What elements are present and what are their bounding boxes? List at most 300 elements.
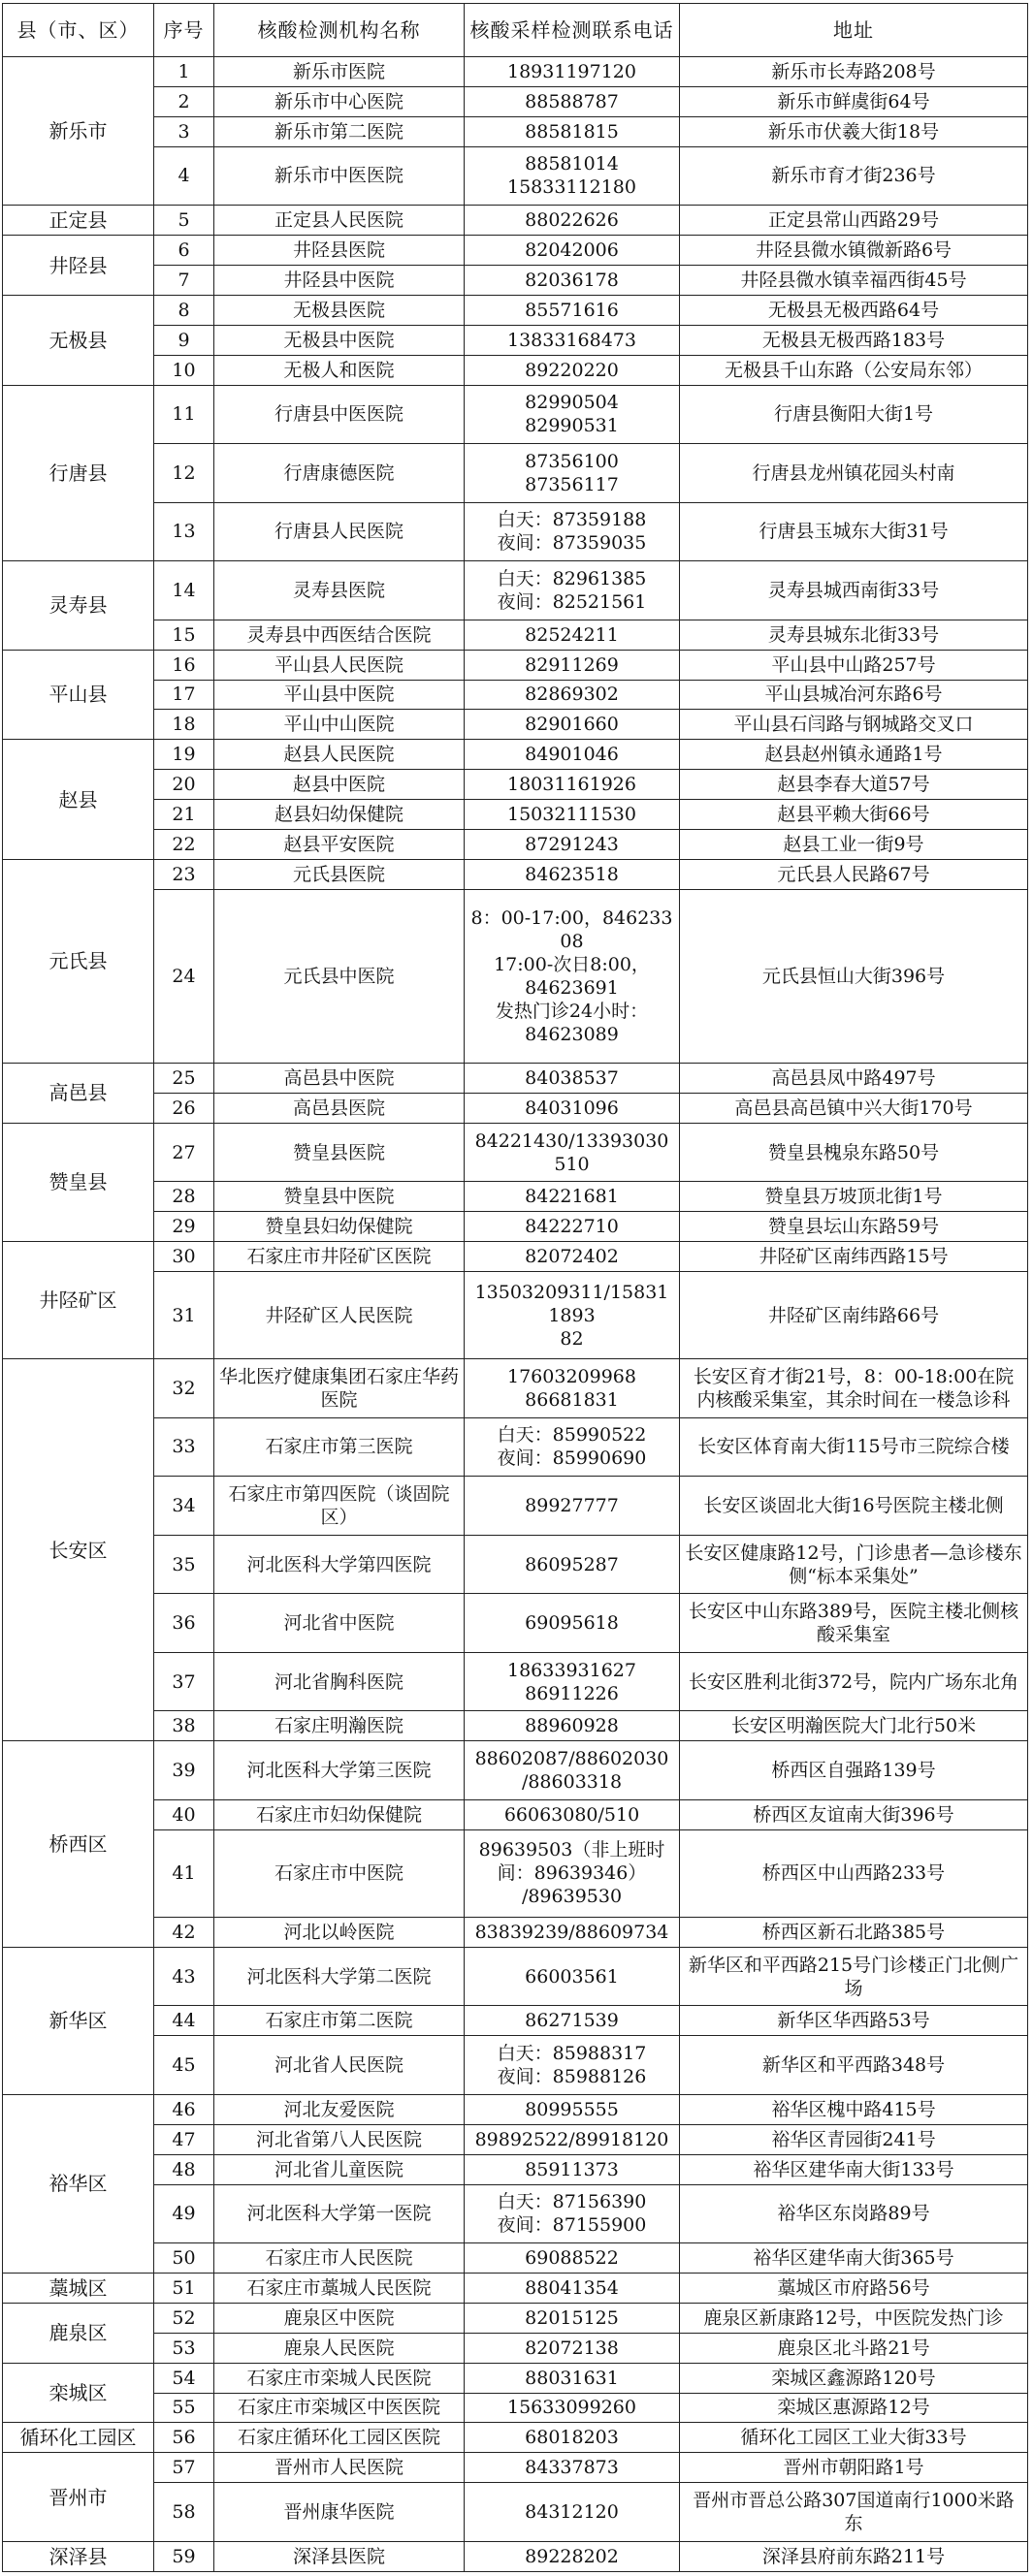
table-row: [3, 1917, 1028, 1947]
phone-cell: 89228202: [465, 2541, 680, 2571]
table-row: [3, 2453, 1028, 2483]
table-row: [3, 1271, 1028, 1358]
institution-cell: 新乐市第二医院: [214, 116, 465, 146]
table-row: [3, 1594, 1028, 1653]
address-cell: 长安区育才街21号，8：00-18:00在院内核酸采集室，其余时间在一楼急诊科: [680, 1359, 1028, 1418]
county-cell: 深泽县: [3, 2541, 154, 2571]
institution-cell: 赞皇县妇幼保健院: [214, 1212, 465, 1242]
institution-cell: 行唐县中医医院: [214, 385, 465, 444]
table-row: [3, 266, 1028, 296]
address-cell: 平山县城冶河东路6号: [680, 680, 1028, 710]
number-cell: 17: [154, 680, 214, 710]
institution-cell: 平山县中医院: [214, 680, 465, 710]
table-row: [3, 2094, 1028, 2124]
address-cell: 平山县石闫路与钢城路交叉口: [680, 710, 1028, 740]
number-cell: 41: [154, 1829, 214, 1917]
table-row: [3, 206, 1028, 236]
table-row: [3, 2541, 1028, 2571]
number-cell: 1: [154, 57, 214, 87]
number-cell: 2: [154, 86, 214, 116]
number-cell: 53: [154, 2333, 214, 2363]
table-row: [3, 385, 1028, 444]
institution-cell: 井陉县中医院: [214, 266, 465, 296]
address-cell: 桥西区中山西路233号: [680, 1829, 1028, 1917]
number-cell: 18: [154, 710, 214, 740]
address-cell: 赞皇县万坡顶北街1号: [680, 1182, 1028, 1212]
institution-cell: 行唐康德医院: [214, 444, 465, 503]
institution-cell: 晋州康华医院: [214, 2483, 465, 2542]
phone-cell: 18633931627 86911226: [465, 1652, 680, 1711]
county-cell: 循环化工园区: [3, 2423, 154, 2453]
address-cell: 晋州市朝阳路1号: [680, 2453, 1028, 2483]
institution-cell: 元氏县医院: [214, 859, 465, 889]
phone-cell: 80995555: [465, 2094, 680, 2124]
table-row: [3, 2184, 1028, 2243]
phone-cell: 68018203: [465, 2423, 680, 2453]
number-cell: 25: [154, 1063, 214, 1093]
table-row: [3, 859, 1028, 889]
table-row: [3, 146, 1028, 206]
number-cell: 55: [154, 2393, 214, 2423]
table-row: [3, 1711, 1028, 1741]
phone-cell: 82990504 82990531: [465, 385, 680, 444]
number-cell: 48: [154, 2154, 214, 2184]
number-cell: 40: [154, 1799, 214, 1829]
table-row: [3, 2333, 1028, 2363]
table-row: [3, 1359, 1028, 1418]
county-cell: 栾城区: [3, 2363, 154, 2423]
institution-cell: 河北医科大学第四医院: [214, 1535, 465, 1594]
address-cell: 行唐县龙州镇花园头村南: [680, 444, 1028, 503]
address-cell: 新乐市育才街236号: [680, 146, 1028, 206]
county-cell: 桥西区: [3, 1741, 154, 1948]
institution-cell: 石家庄市栾城区中医医院: [214, 2393, 465, 2423]
number-cell: 52: [154, 2303, 214, 2333]
phone-cell: 89927777: [465, 1477, 680, 1536]
phone-cell: 18931197120: [465, 57, 680, 87]
table-row: [3, 1799, 1028, 1829]
number-cell: 32: [154, 1359, 214, 1418]
address-cell: 晋州市晋总公路307国道南行1000米路东: [680, 2483, 1028, 2542]
institution-cell: 赞皇县医院: [214, 1123, 465, 1182]
address-cell: 赵县李春大道57号: [680, 770, 1028, 800]
phone-cell: 82015125: [465, 2303, 680, 2333]
number-cell: 56: [154, 2423, 214, 2453]
institution-cell: 鹿泉人民医院: [214, 2333, 465, 2363]
number-cell: 30: [154, 1242, 214, 1272]
address-cell: 鹿泉区北斗路21号: [680, 2333, 1028, 2363]
address-cell: 赞皇县槐泉东路50号: [680, 1123, 1028, 1182]
phone-cell: 84901046: [465, 740, 680, 770]
institution-cell: 河北以岭医院: [214, 1917, 465, 1947]
table-row: [3, 889, 1028, 1063]
number-cell: 28: [154, 1182, 214, 1212]
number-cell: 12: [154, 444, 214, 503]
institution-cell: 石家庄明瀚医院: [214, 1711, 465, 1741]
institution-cell: 赵县人民医院: [214, 740, 465, 770]
table-row: [3, 829, 1028, 859]
table-row: [3, 2423, 1028, 2453]
institution-cell: 灵寿县中西医结合医院: [214, 620, 465, 650]
table-row: [3, 236, 1028, 266]
county-cell: 高邑县: [3, 1063, 154, 1123]
phone-cell: 84312120: [465, 2483, 680, 2542]
number-cell: 49: [154, 2184, 214, 2243]
county-cell: 赞皇县: [3, 1123, 154, 1241]
phone-cell: 82036178: [465, 266, 680, 296]
institution-cell: 无极县中医院: [214, 325, 465, 355]
address-cell: 藁城区市府路56号: [680, 2273, 1028, 2303]
address-cell: 裕华区青园街241号: [680, 2124, 1028, 2154]
number-cell: 58: [154, 2483, 214, 2542]
address-cell: 新华区和平西路348号: [680, 2036, 1028, 2095]
phone-cell: 88588787: [465, 86, 680, 116]
number-cell: 35: [154, 1535, 214, 1594]
address-cell: 裕华区东岗路89号: [680, 2184, 1028, 2243]
number-cell: 31: [154, 1271, 214, 1358]
phone-cell: 88960928: [465, 1711, 680, 1741]
institution-cell: 高邑县中医院: [214, 1063, 465, 1093]
table-row: [3, 1535, 1028, 1594]
address-cell: 井陉县微水镇微新路6号: [680, 236, 1028, 266]
address-cell: 井陉县微水镇幸福西街45号: [680, 266, 1028, 296]
number-cell: 59: [154, 2541, 214, 2571]
county-cell: 行唐县: [3, 385, 154, 561]
address-cell: 循环化工园区工业大街33号: [680, 2423, 1028, 2453]
address-cell: 灵寿县城西南街33号: [680, 561, 1028, 620]
institution-cell: 井陉县医院: [214, 236, 465, 266]
table-row: [3, 1417, 1028, 1477]
table-row: [3, 2393, 1028, 2423]
phone-cell: 89892522/89918120: [465, 2124, 680, 2154]
address-cell: 元氏县人民路67号: [680, 859, 1028, 889]
number-cell: 7: [154, 266, 214, 296]
address-cell: 栾城区惠源路12号: [680, 2393, 1028, 2423]
address-cell: 裕华区槐中路415号: [680, 2094, 1028, 2124]
address-cell: 裕华区建华南大街133号: [680, 2154, 1028, 2184]
number-cell: 15: [154, 620, 214, 650]
address-cell: 长安区中山东路389号，医院主楼北侧核酸采集室: [680, 1594, 1028, 1653]
county-cell: 元氏县: [3, 859, 154, 1063]
address-cell: 长安区健康路12号，门诊患者—急诊楼东侧“标本采集处”: [680, 1535, 1028, 1594]
phone-cell: 82072138: [465, 2333, 680, 2363]
phone-cell: 白天：85988317 夜间：85988126: [465, 2036, 680, 2095]
phone-cell: 87356100 87356117: [465, 444, 680, 503]
table-row: [3, 561, 1028, 620]
table-row: [3, 1123, 1028, 1182]
number-cell: 47: [154, 2124, 214, 2154]
address-cell: 井陉矿区南纬西路15号: [680, 1242, 1028, 1272]
institution-cell: 河北医科大学第三医院: [214, 1741, 465, 1800]
institution-cell: 石家庄市人民医院: [214, 2243, 465, 2274]
address-cell: 赞皇县坛山东路59号: [680, 1212, 1028, 1242]
number-cell: 57: [154, 2453, 214, 2483]
address-cell: 长安区体育南大街115号市三院综合楼: [680, 1417, 1028, 1477]
phone-cell: 82524211: [465, 620, 680, 650]
table-row: [3, 2273, 1028, 2303]
county-cell: 灵寿县: [3, 561, 154, 650]
institution-cell: 新乐市中医医院: [214, 146, 465, 206]
phone-cell: 84222710: [465, 1212, 680, 1242]
phone-cell: 85911373: [465, 2154, 680, 2184]
address-cell: 新华区华西路53号: [680, 2006, 1028, 2036]
phone-cell: 15633099260: [465, 2393, 680, 2423]
number-cell: 33: [154, 1417, 214, 1477]
table-row: [3, 800, 1028, 830]
phone-cell: 82901660: [465, 710, 680, 740]
table-row: [3, 2154, 1028, 2184]
institution-cell: 深泽县医院: [214, 2541, 465, 2571]
address-cell: 鹿泉区新康路12号，中医院发热门诊: [680, 2303, 1028, 2333]
phone-cell: 69095618: [465, 1594, 680, 1653]
address-cell: 新华区和平西路215号门诊楼正门北侧广场: [680, 1947, 1028, 2006]
table-row: [3, 2303, 1028, 2333]
number-cell: 54: [154, 2363, 214, 2393]
number-cell: 20: [154, 770, 214, 800]
county-cell: 藁城区: [3, 2273, 154, 2303]
table-row: [3, 1212, 1028, 1242]
institution-cell: 石家庄市妇幼保健院: [214, 1799, 465, 1829]
number-cell: 16: [154, 650, 214, 680]
institution-cell: 鹿泉区中医院: [214, 2303, 465, 2333]
number-cell: 46: [154, 2094, 214, 2124]
table-row: [3, 86, 1028, 116]
institution-cell: 河北医科大学第二医院: [214, 1947, 465, 2006]
table-row: [3, 2483, 1028, 2542]
number-cell: 24: [154, 889, 214, 1063]
table-row: [3, 2006, 1028, 2036]
address-cell: 无极县无极西路183号: [680, 325, 1028, 355]
institution-cell: 平山中山医院: [214, 710, 465, 740]
county-cell: 新华区: [3, 1947, 154, 2094]
number-cell: 5: [154, 206, 214, 236]
institution-cell: 晋州市人民医院: [214, 2453, 465, 2483]
phone-cell: 88581014 15833112180: [465, 146, 680, 206]
table-row: [3, 1093, 1028, 1123]
phone-cell: 82042006: [465, 236, 680, 266]
table-row: [3, 2036, 1028, 2095]
address-cell: 深泽县府前东路211号: [680, 2541, 1028, 2571]
phone-cell: 82072402: [465, 1242, 680, 1272]
phone-cell: 白天：82961385 夜间：82521561: [465, 561, 680, 620]
number-cell: 26: [154, 1093, 214, 1123]
table-row: [3, 620, 1028, 650]
number-cell: 37: [154, 1652, 214, 1711]
phone-cell: 84038537: [465, 1063, 680, 1093]
table-row: [3, 1741, 1028, 1800]
institution-cell: 华北医疗健康集团石家庄华药医院: [214, 1359, 465, 1418]
number-cell: 44: [154, 2006, 214, 2036]
number-cell: 6: [154, 236, 214, 266]
county-cell: 正定县: [3, 206, 154, 236]
phone-cell: 白天：85990522 夜间：85990690: [465, 1417, 680, 1477]
phone-cell: 87291243: [465, 829, 680, 859]
address-cell: 平山县中山路257号: [680, 650, 1028, 680]
address-cell: 井陉矿区南纬路66号: [680, 1271, 1028, 1358]
table-row: [3, 502, 1028, 561]
number-cell: 39: [154, 1741, 214, 1800]
address-cell: 高邑县凤中路497号: [680, 1063, 1028, 1093]
address-cell: 长安区胜利北街372号，院内广场东北角: [680, 1652, 1028, 1711]
number-cell: 8: [154, 295, 214, 325]
institution-cell: 无极县医院: [214, 295, 465, 325]
table-row: [3, 355, 1028, 385]
number-cell: 29: [154, 1212, 214, 1242]
institution-cell: 赵县平安医院: [214, 829, 465, 859]
number-cell: 13: [154, 502, 214, 561]
number-cell: 11: [154, 385, 214, 444]
county-cell: 无极县: [3, 295, 154, 385]
institution-cell: 石家庄市第四医院（谈固院区）: [214, 1477, 465, 1536]
address-cell: 无极县无极西路64号: [680, 295, 1028, 325]
address-cell: 灵寿县城东北街33号: [680, 620, 1028, 650]
address-cell: 行唐县玉城东大街31号: [680, 502, 1028, 561]
phone-cell: 88022626: [465, 206, 680, 236]
phone-cell: 88041354: [465, 2273, 680, 2303]
nucleic-acid-testing-table: [2, 3, 1028, 2572]
table-row: [3, 1829, 1028, 1917]
address-cell: 新乐市伏羲大街18号: [680, 116, 1028, 146]
address-cell: 赵县平赖大街66号: [680, 800, 1028, 830]
header-phone: 核酸采样检测联系电话: [465, 4, 680, 57]
table-row: [3, 1652, 1028, 1711]
institution-cell: 石家庄循环化工园区医院: [214, 2423, 465, 2453]
number-cell: 14: [154, 561, 214, 620]
table-row: [3, 2243, 1028, 2274]
number-cell: 43: [154, 1947, 214, 2006]
phone-cell: 89220220: [465, 355, 680, 385]
phone-cell: 84623518: [465, 859, 680, 889]
county-cell: 鹿泉区: [3, 2303, 154, 2363]
number-cell: 51: [154, 2273, 214, 2303]
table-row: [3, 650, 1028, 680]
phone-cell: 17603209968 86681831: [465, 1359, 680, 1418]
address-cell: 赵县赵州镇永通路1号: [680, 740, 1028, 770]
address-cell: 桥西区自强路139号: [680, 1741, 1028, 1800]
address-cell: 正定县常山西路29号: [680, 206, 1028, 236]
address-cell: 赵县工业一街9号: [680, 829, 1028, 859]
phone-cell: 13503209311/158311893 82: [465, 1271, 680, 1358]
table-row: [3, 680, 1028, 710]
table-row: [3, 444, 1028, 503]
institution-cell: 元氏县中医院: [214, 889, 465, 1063]
phone-cell: 85571616: [465, 295, 680, 325]
header-row: [3, 4, 1028, 57]
phone-cell: 88602087/88602030 /88603318: [465, 1741, 680, 1800]
address-cell: 高邑县高邑镇中兴大街170号: [680, 1093, 1028, 1123]
phone-cell: 84031096: [465, 1093, 680, 1123]
phone-cell: 15032111530: [465, 800, 680, 830]
phone-cell: 8：00-17:00，84623308 17:00-次日8:00， 84623691 发热门诊24小时： 84623089: [465, 889, 680, 1063]
number-cell: 10: [154, 355, 214, 385]
county-cell: 新乐市: [3, 57, 154, 206]
number-cell: 3: [154, 116, 214, 146]
county-cell: 裕华区: [3, 2094, 154, 2273]
table-row: [3, 2363, 1028, 2393]
number-cell: 38: [154, 1711, 214, 1741]
header-address: 地址: [680, 4, 1028, 57]
phone-cell: 66003561: [465, 1947, 680, 2006]
phone-cell: 66063080/510: [465, 1799, 680, 1829]
institution-cell: 河北省胸科医院: [214, 1652, 465, 1711]
number-cell: 19: [154, 740, 214, 770]
institution-cell: 河北医科大学第一医院: [214, 2184, 465, 2243]
address-cell: 元氏县恒山大街396号: [680, 889, 1028, 1063]
county-cell: 赵县: [3, 740, 154, 860]
institution-cell: 石家庄市第二医院: [214, 2006, 465, 2036]
phone-cell: 白天：87156390 夜间：87155900: [465, 2184, 680, 2243]
table-row: [3, 295, 1028, 325]
phone-cell: 82869302: [465, 680, 680, 710]
table-row: [3, 1242, 1028, 1272]
institution-cell: 河北省中医院: [214, 1594, 465, 1653]
institution-cell: 石家庄市藁城人民医院: [214, 2273, 465, 2303]
institution-cell: 河北省第八人民医院: [214, 2124, 465, 2154]
institution-cell: 平山县人民医院: [214, 650, 465, 680]
address-cell: 栾城区鑫源路120号: [680, 2363, 1028, 2393]
phone-cell: 69088522: [465, 2243, 680, 2274]
number-cell: 9: [154, 325, 214, 355]
county-cell: 长安区: [3, 1359, 154, 1741]
institution-cell: 河北省儿童医院: [214, 2154, 465, 2184]
institution-cell: 井陉矿区人民医院: [214, 1271, 465, 1358]
header-number: 序号: [154, 4, 214, 57]
table-row: [3, 770, 1028, 800]
address-cell: 裕华区建华南大街365号: [680, 2243, 1028, 2274]
number-cell: 23: [154, 859, 214, 889]
number-cell: 21: [154, 800, 214, 830]
phone-cell: 83839239/88609734: [465, 1917, 680, 1947]
address-cell: 新乐市鲜虞街64号: [680, 86, 1028, 116]
county-cell: 平山县: [3, 650, 154, 740]
institution-cell: 河北友爱医院: [214, 2094, 465, 2124]
institution-cell: 行唐县人民医院: [214, 502, 465, 561]
number-cell: 4: [154, 146, 214, 206]
address-cell: 长安区谈固北大街16号医院主楼北侧: [680, 1477, 1028, 1536]
institution-cell: 无极人和医院: [214, 355, 465, 385]
address-cell: 桥西区新石北路385号: [680, 1917, 1028, 1947]
phone-cell: 82911269: [465, 650, 680, 680]
address-cell: 无极县千山东路（公安局东邻）: [680, 355, 1028, 385]
table-row: [3, 116, 1028, 146]
table-row: [3, 1182, 1028, 1212]
table-row: [3, 1063, 1028, 1093]
county-cell: 晋州市: [3, 2453, 154, 2541]
institution-cell: 高邑县医院: [214, 1093, 465, 1123]
table-body: [3, 57, 1028, 2572]
institution-cell: 石家庄市井陉矿区医院: [214, 1242, 465, 1272]
phone-cell: 86095287: [465, 1535, 680, 1594]
phone-cell: 89639503（非上班时间：89639346） /89639530: [465, 1829, 680, 1917]
institution-cell: 石家庄市中医院: [214, 1829, 465, 1917]
phone-cell: 86271539: [465, 2006, 680, 2036]
phone-cell: 88581815: [465, 116, 680, 146]
table-row: [3, 740, 1028, 770]
address-cell: 桥西区友谊南大街396号: [680, 1799, 1028, 1829]
institution-cell: 赵县中医院: [214, 770, 465, 800]
county-cell: 井陉矿区: [3, 1242, 154, 1359]
number-cell: 27: [154, 1123, 214, 1182]
table-row: [3, 710, 1028, 740]
institution-cell: 新乐市中心医院: [214, 86, 465, 116]
table-row: [3, 325, 1028, 355]
number-cell: 36: [154, 1594, 214, 1653]
phone-cell: 84221681: [465, 1182, 680, 1212]
number-cell: 45: [154, 2036, 214, 2095]
table-row: [3, 1947, 1028, 2006]
institution-cell: 石家庄市第三医院: [214, 1417, 465, 1477]
address-cell: 行唐县衡阳大街1号: [680, 385, 1028, 444]
